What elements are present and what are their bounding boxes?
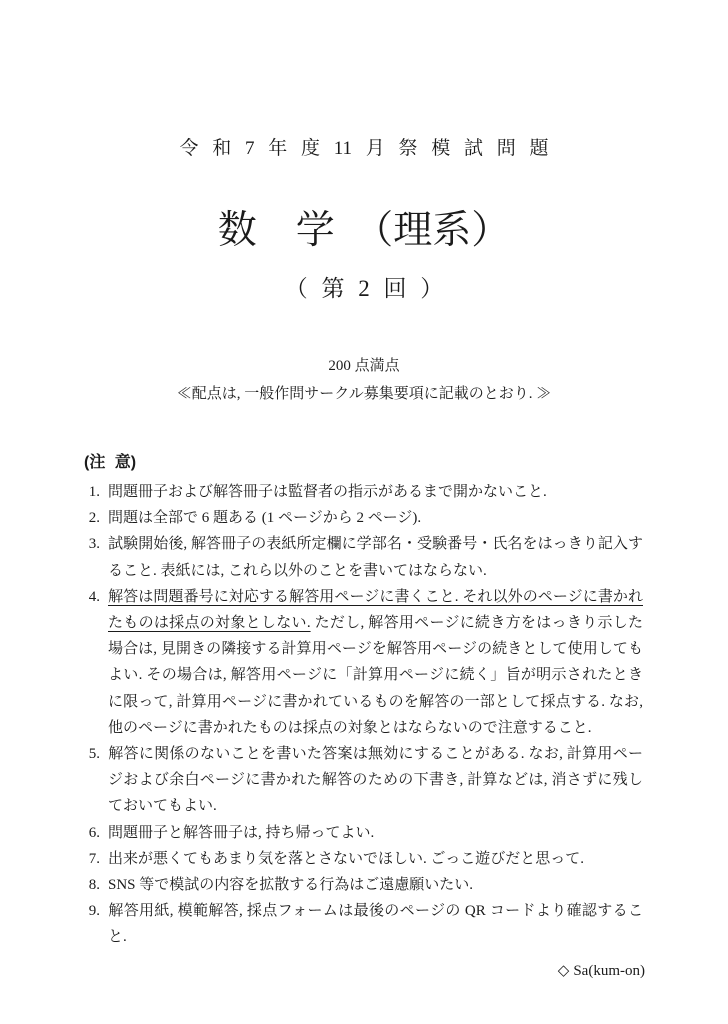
note-item-4 [86,584,643,741]
note-item-8 [86,872,643,898]
note-number: 1. [88,484,100,500]
note-text: 問題冊子と解答冊子は, 持ち帰ってよい. [108,824,375,841]
note-number: 6. [88,824,100,841]
subject-title: 数 学 （理系） [217,209,511,252]
note-text: ただし, 解答用ページに続き方をはっきり示した場合は, 見開きの隣接する計算用ページを解答用ページの続きとして使用してもよい. その場合は, 解答用ページに「計算用ページに続く」旨が明示されたときに限って, 計算用ページに書かれているものを解答の一部として採点する. なお, 他のページに書かれたものは採点の対象とはならないので注意すること. [108,615,643,736]
note-text: 問題は全部で 6 題ある (1 ページから 2 ページ). [108,510,422,527]
note-item-6 [86,820,643,846]
note-underlined-text: 解答は問題番号に対応する解答用ページに書くこと. それ以外のページに書かれたものは採点の対象としない. [108,588,643,632]
note-number: 8. [88,877,100,894]
score-note: ≪配点は, 一般作問サークル募集要項に記載のとおり. ≫ [176,386,552,402]
note-item-5 [86,741,643,820]
note-text: 解答に関係のないことを書いた答案は無効にすることがある. なお, 計算用ページおよび余白ページに書かれた解答のための下書き, 計算などは, 消さずに残しておいてもよい. [108,746,643,815]
note-text: 問題冊子および解答冊子は監督者の指示があるまで開かないこと. [108,484,547,500]
note-number: 4. [88,588,100,605]
note-item-1 [86,479,643,505]
note-text: 解答用紙, 模範解答, 採点フォームは最後のページの QR コードより確認すること. [108,903,643,946]
notes-list [86,479,643,951]
note-item-7 [86,846,643,872]
note-number: 3. [88,536,100,553]
score-total: 200 点満点 [328,358,400,374]
note-item-9 [86,898,643,950]
round-title: （ 第 2 回 ） [284,276,444,301]
note-text: 試験開始後, 解答冊子の表紙所定欄に学部名・受験番号・氏名をはっきり記入すること. 表紙には, これら以外のことを書いてはならない. [108,536,643,579]
note-number: 2. [88,510,100,527]
page-footer [558,961,645,982]
note-number: 7. [88,850,100,867]
note-item-3 [86,531,643,583]
footer-credit: Sa(kum-on) [573,963,645,979]
note-text: 出来が悪くてもあまり気を落とさないでほしい. ごっこ遊びだと思って. [108,850,584,867]
era-title: 令 和 7 年 度 11 月 祭 模 試 問 題 [179,138,549,159]
note-number: 9. [88,903,100,920]
notes-header: (注 意) [84,454,137,471]
diamond-icon: ◇ [557,963,570,979]
note-number: 5. [88,746,100,763]
note-text: SNS 等で模試の内容を拡散する行為はご遠慮願いたい. [108,877,474,894]
note-item-2 [86,505,643,531]
